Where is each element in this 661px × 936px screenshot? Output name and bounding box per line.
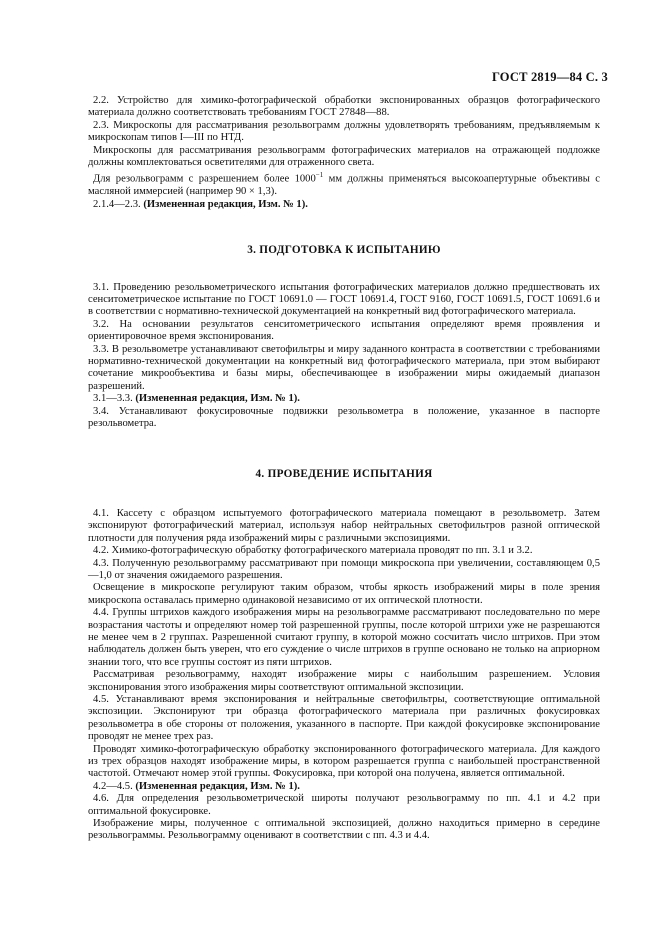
paragraph: Изображение миры, полученное с оптимальной экспозицией, должно находиться примерно в середине резольвограммы. Резольвограмму оценивают в соответствии с пп. 4.3 и 4.4. xyxy=(88,818,600,842)
paragraph: Микроскопы для рассматривания резольвограмм фотографических материалов на отражающей подложке должны комплектоваться осветителями для отраженного света. xyxy=(88,144,600,169)
paragraph: 4.4. Группы штрихов каждого изображения миры на резольвограмме рассматривают последовательно по мере возрастания частоты и определяют номер той разрешенной группы, после которой штрихи уже не разрешаются не менее чем в 2 группах. Разрешенной считают группу, в которой можно сосчитать число штрихов. При этом наблюдатель должен быть уверен, что его суждение о числе штрихов в группе основано не только на априорном знании того, что все группы состоят из пяти штрихов. xyxy=(88,607,600,668)
note-text: (Измененная редакция, Изм. № 1). xyxy=(143,198,308,210)
section-4-title: 4. ПРОВЕДЕНИЕ ИСПЫТАНИЯ xyxy=(255,468,433,481)
paragraph: 4.2. Химико-фотографическую обработку фотографического материала проводят по пп. 3.1 и 3.2. xyxy=(93,545,533,557)
superscript: −1 xyxy=(315,171,324,180)
paragraph: Рассматривая резольвограмму, находят изображение миры с наибольшим разрешением. Условия экспонирования этого изображения миры соответствуют оптимальной экспозиции. xyxy=(88,669,600,693)
note-range: 3.1—3.3. xyxy=(93,393,133,405)
paragraph: 3.4. Устанавливают фокусировочные подвижки резольвометра в положение, указанное в паспорте резольвометра. xyxy=(88,405,600,430)
paragraph: 4.1. Кассету с образцом испытуемого фотографического материала помещают в резольвометр. Затем экспонируют фотографический материал, используя набор нейтральных светофильтров разной оптической плотности для получения ряда изображений миры с различными экспозициями. xyxy=(88,507,600,544)
text-fragment: мм должны применяться высокоапертурные объективы с масляной иммерсией (например 90 × 1,3). xyxy=(88,173,600,198)
note-range: 4.2—4.5. xyxy=(93,780,133,792)
amendment-note xyxy=(88,393,600,405)
page-header: ГОСТ 2819—84 С. 3 xyxy=(491,70,608,84)
amendment-note xyxy=(88,199,600,211)
section-3-title: 3. ПОДГОТОВКА К ИСПЫТАНИЮ xyxy=(247,244,441,257)
amendment-note xyxy=(88,781,600,793)
paragraph: 4.3. Полученную резольвограмму рассматривают при помощи микроскопа при увеличении, составляющем 0,5—1,0 от значения ожидаемого разрешения. xyxy=(88,557,600,581)
paragraph: 3.1. Проведению резольвометрического испытания фотографических материалов должно предшествовать их сенситометрическое испытание по ГОСТ 10691.0 — ГОСТ 10691.4, ГОСТ 9160, ГОСТ 10691.5, ГОСТ 10691.6 и в соответствии с нормативно-технической документацией на конкретный вид фотографического материала. xyxy=(88,281,600,318)
paragraph: 4.6. Для определения резольвометрической широты получают резольвограмму по пп. 4.1 и 4.2 при оптимальной фокусировке. xyxy=(88,793,600,817)
paragraph: Освещение в микроскопе регулируют таким образом, чтобы яркость изображений миры в поле зрения микроскопа оставалась примерно одинаковой независимо от их оптической плотности. xyxy=(88,582,600,606)
note-range: 2.1.4—2.3. xyxy=(93,198,141,210)
paragraph: 2.3. Микроскопы для рассматривания резольвограмм должны удовлетворять требованиям, предъявляемым к микроскопам типов I—III по НТД. xyxy=(88,119,600,144)
paragraph: 2.2. Устройство для химико-фотографической обработки экспонированных образцов фотографического материала должно соответствовать требованиям ГОСТ 27848—88. xyxy=(88,95,600,119)
note-text: (Измененная редакция, Изм. № 1). xyxy=(135,780,300,792)
text-fragment: Для резольвограмм с разрешением более 1000 xyxy=(93,173,316,185)
paragraph xyxy=(88,169,600,198)
paragraph: 3.3. В резольвометре устанавливают светофильтры и миру заданного контраста в соответствии с требованиями нормативно-технической документации на конкретный вид фотографического материала, при этом выбирают сочетание микрообъектива и базы миры, обеспечивающее в изображении миры ожидаемый диапазон разрешений. xyxy=(88,343,600,392)
paragraph: 3.2. На основании результатов сенситометрического испытания определяют время проявления и ориентировочное время экспонирования. xyxy=(88,318,600,343)
paragraph: Проводят химико-фотографическую обработку экспонированного фотографического материала. Для каждого из трех образцов находят изображение миры, в котором разрешается группа с наибольшей пространственной частотой. Отмечают номер этой группы. Фокусировка, при которой она получена, является оптимальной. xyxy=(88,743,600,780)
page-body xyxy=(88,95,600,843)
paragraph: 4.5. Устанавливают время экспонирования и нейтральные светофильтры, соответствующие оптимальной экспозиции. Экспонируют три образца фотографического материала при различных фокусировках резольвометра в обе стороны от положения, указанного в паспорте. При каждой фокусировке экспонирование проводят не менее трех раз. xyxy=(88,693,600,743)
note-text: (Измененная редакция, Изм. № 1). xyxy=(135,393,300,405)
